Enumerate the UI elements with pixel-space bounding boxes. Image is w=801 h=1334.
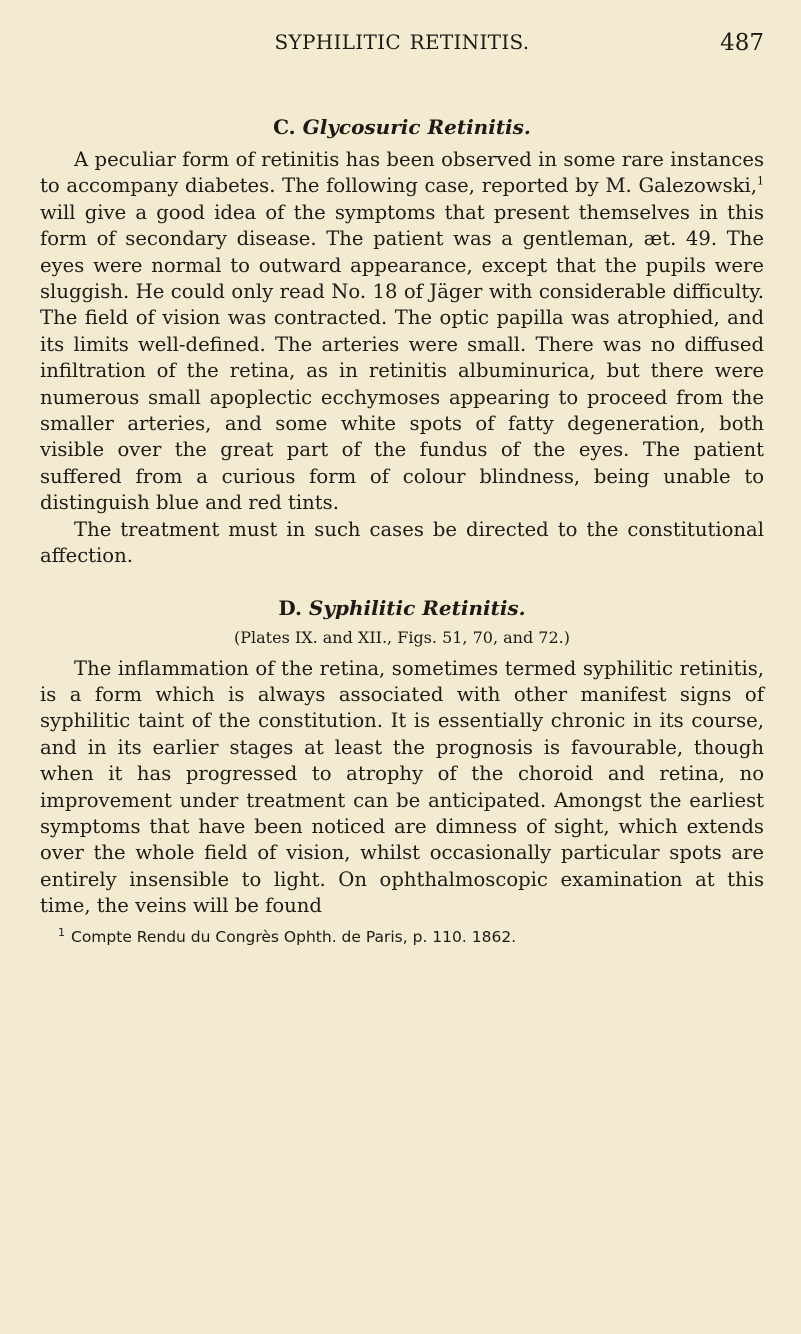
- footnote: [40, 926, 764, 946]
- section-c-title: Glycosuric Retinitis.: [302, 115, 531, 139]
- section-c-paragraph-1: [40, 147, 764, 517]
- book-page: [40, 30, 764, 946]
- plates-note: (Plates IX. and XII., Figs. 51, 70, and 72.): [234, 627, 570, 647]
- section-c-letter: C.: [273, 115, 296, 139]
- section-d-letter: D.: [278, 595, 302, 620]
- section-c-text-after-ref: will give a good idea of the symptoms that present themselves in this form of secondary disease. The patient was a gentleman, æt. 49. The eyes were normal to outward appearance, except that the pupils were sluggish. He could only read No. 18 of Jäger with considerable difficulty. The field of vision was contracted. The optic papilla was atrophied, and its limits well-defined. The arteries were small. There was no diffused infiltration of the retina, as in retinitis albuminurica, but there were numerous small apoplectic ecchymoses appearing to proceed from the smaller arteries, and some white spots of fatty degeneration, both visible over the great part of the fundus of the eyes. The patient suffered from a curious form of colour blindness, being unable to distinguish blue and red tints.: [40, 200, 764, 515]
- section-d-heading: [40, 596, 764, 626]
- section-c-text-before-ref: A peculiar form of retinitis has been observed in some rare instances to accompany diabetes. The following case, reported by M. Galezowski,: [40, 148, 764, 198]
- footnote-reference: 1: [757, 174, 764, 188]
- footnote-text: Compte Rendu du Congrès Ophth. de Paris, p. 110. 1862.: [71, 927, 517, 946]
- section-d-title: Syphilitic Retinitis.: [308, 595, 526, 620]
- running-head: [40, 30, 764, 74]
- footnote-mark: 1: [58, 925, 65, 939]
- section-d-paragraph: The inflammation of the retina, sometimes termed syphilitic retinitis, is a form which is always associated with other manifest signs of syphilitic taint of the constitution. It is essentially chronic in its course, and in its earlier stages at least the prognosis is favourable, though when it has progressed to atrophy of the choroid and retina, no improvement under treatment can be anticipated. Amongst the earliest symptoms that have been noticed are dimness of sight, which extends over the whole field of vision, whilst occasionally particular spots are entirely insensible to light. On ophthalmoscopic examination at this time, the veins will be found: [40, 656, 764, 918]
- page-number: 487: [720, 30, 764, 56]
- section-c-paragraph-2: The treatment must in such cases be directed to the constitutional affection.: [40, 517, 764, 568]
- running-title: SYPHILITIC RETINITIS.: [274, 30, 530, 54]
- section-c-heading: [40, 115, 764, 143]
